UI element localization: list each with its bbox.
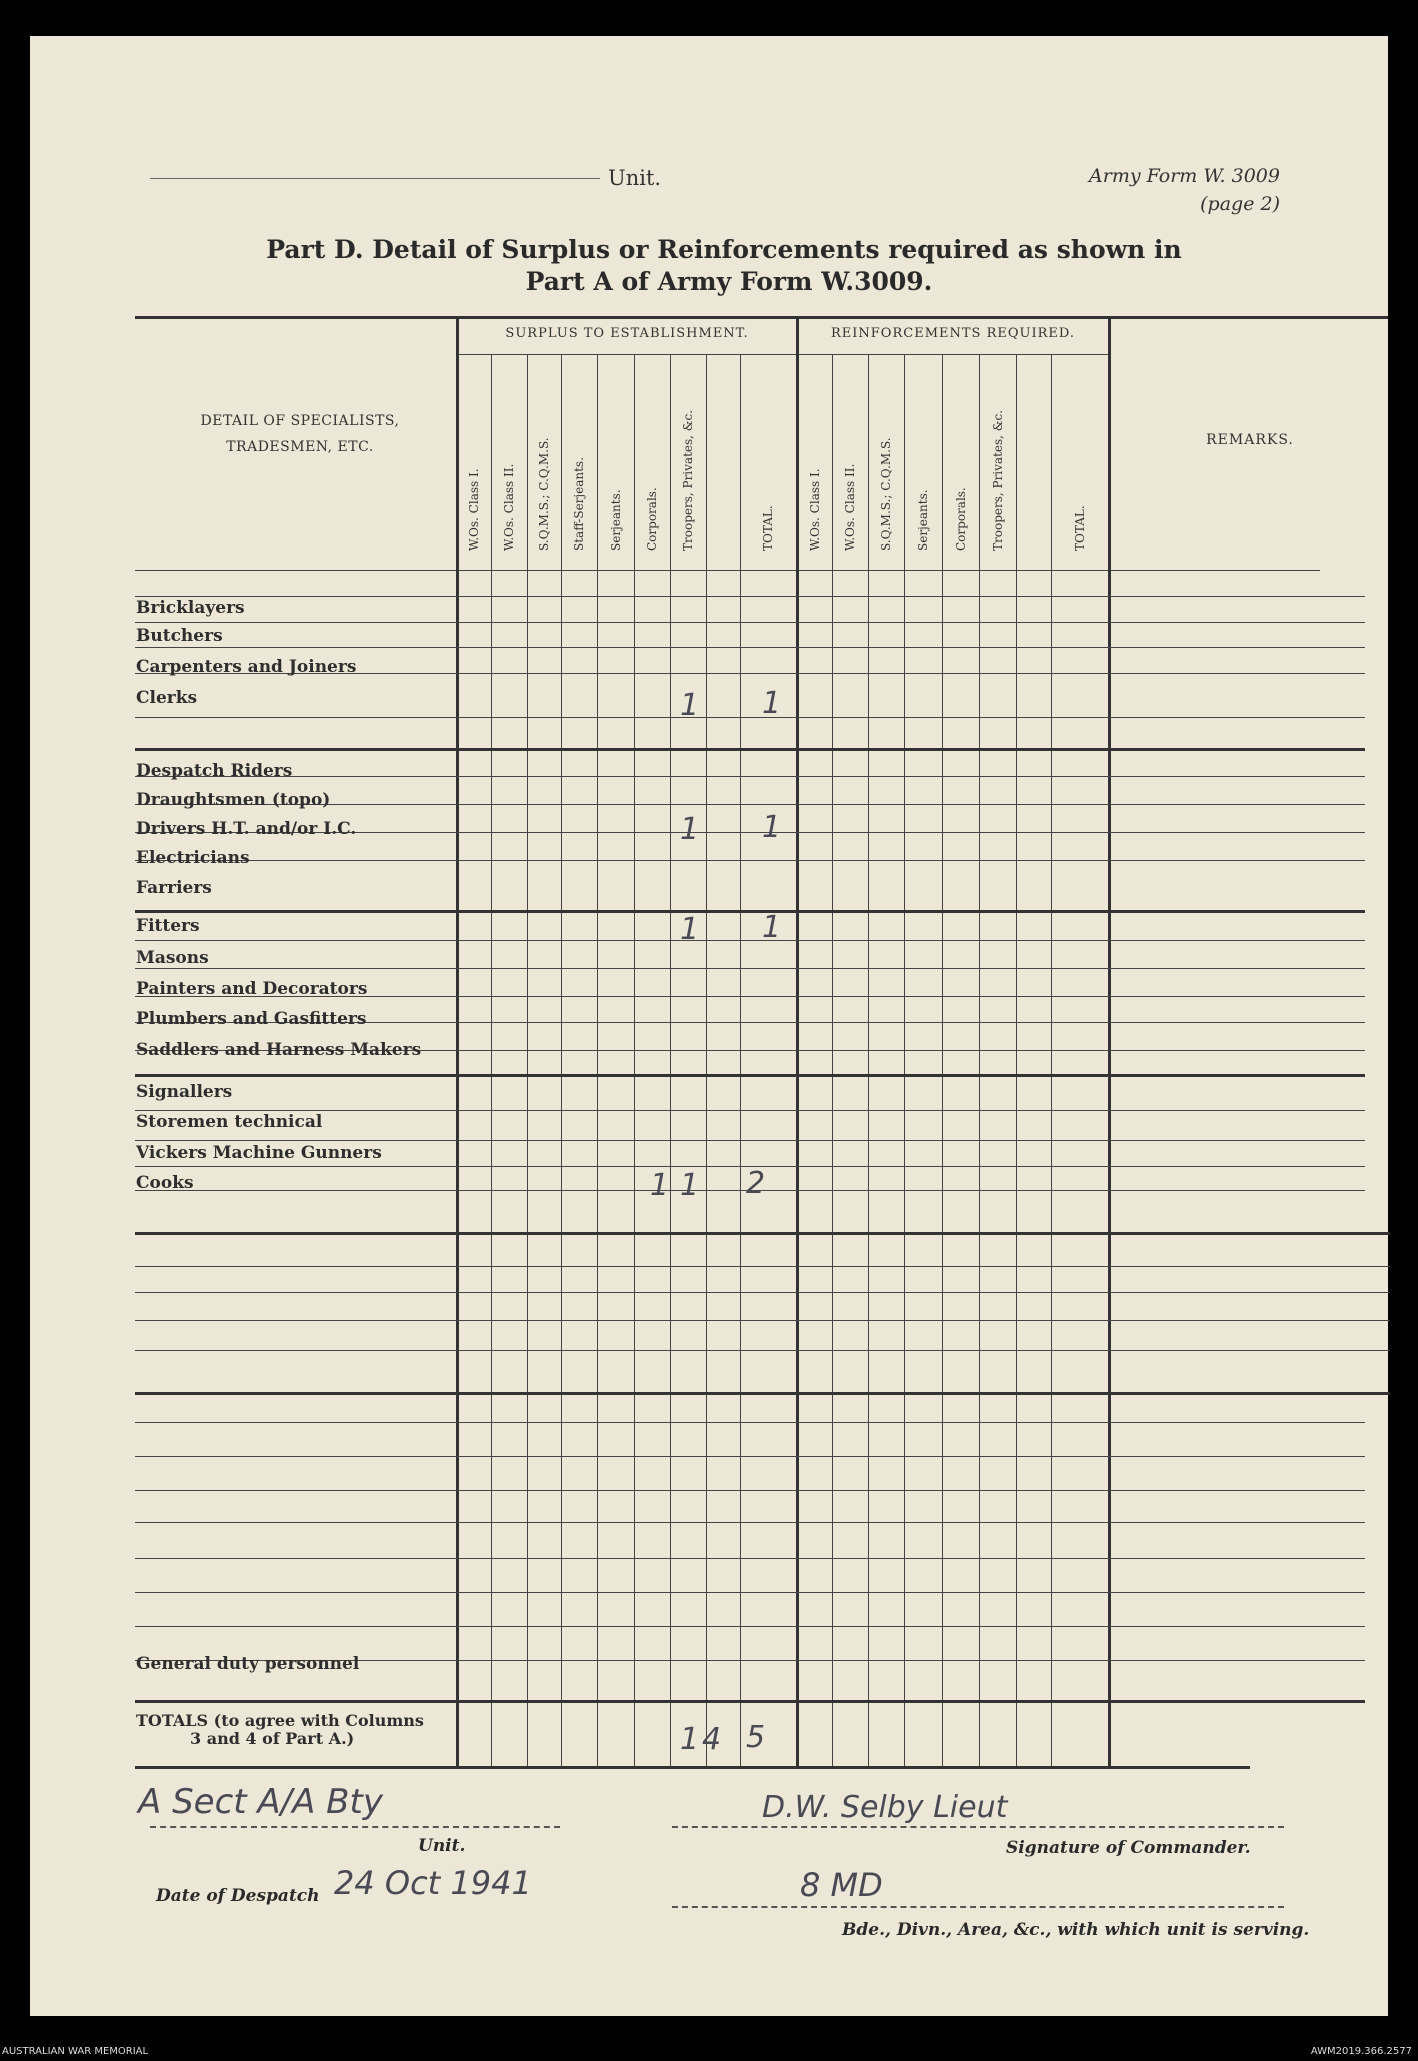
date-caption: Date of Despatch [156,1886,320,1906]
column-rule [561,354,562,1766]
detail-header-line-2: TRADESMEN, ETC. [226,439,374,455]
reinforcement-column-header [798,355,832,565]
surplus-column-header [491,355,527,565]
row-label-drivers-h-t-and-or-i-c-: Drivers H.T. and/or I.C. [136,819,357,839]
surplus-column-label: TOTAL. [761,505,775,551]
page-title [0,234,1418,298]
row-label-storemen-technical: Storemen technical [136,1112,323,1132]
surplus-column-header [561,355,597,565]
surplus-column-label: S.Q.M.S.; C.Q.M.S. [537,437,551,551]
column-rule [979,354,980,1766]
row-rule [135,596,1365,597]
fitters-total-entry: 1 [762,910,782,945]
surplus-column-header [670,355,706,565]
totals-troopers-entry: 1 [680,1722,700,1757]
army-form-number: Army Form W. 3009 [1089,165,1280,187]
row-rule [135,1626,1365,1627]
reinforcement-column-label: W.Os. Class II. [843,463,857,551]
reinforcement-column-header [832,355,868,565]
column-rule [527,354,528,1766]
clerks-total-entry: 1 [762,686,782,721]
reinforcement-column-label: Serjeants. [916,489,930,551]
surplus-group-header: SURPLUS TO ESTABLISHMENT. [505,326,749,341]
column-rule [740,354,741,1766]
row-label-butchers: Butchers [136,626,223,646]
surplus-column-header [597,355,634,565]
row-rule [135,1392,1390,1395]
totals-line-1: TOTALS (to agree with Columns [136,1711,424,1730]
table-bottom-rule [135,1766,1250,1769]
row-label-painters-and-decorators: Painters and Decorators [136,979,368,999]
surplus-column-label: Serjeants. [608,489,623,551]
row-label-masons: Masons [136,948,209,968]
row-rule [135,1700,1365,1703]
header-bottom-rule [135,570,1320,571]
unit-handwritten: A Sect A/A Bty [138,1782,383,1822]
row-label-plumbers-and-gasfitters: Plumbers and Gasfitters [136,1009,367,1029]
row-rule [135,1350,1390,1351]
drivers-troopers-entry: 1 [680,812,700,847]
column-rule [942,354,943,1766]
row-label-cooks: Cooks [136,1173,194,1193]
row-rule [135,1074,1365,1077]
row-rule [135,1422,1365,1423]
reinforcement-column-header [904,355,942,565]
date-handwritten: 24 Oct 1941 [334,1864,532,1902]
row-rule [135,1110,1365,1111]
bde-line [672,1906,1284,1908]
unit-caption: Unit. [418,1836,466,1856]
row-rule [135,860,1365,861]
row-rule [135,1232,1390,1235]
bde-caption: Bde., Divn., Area, &c., with which unit is serving. [842,1920,1310,1940]
totals-row-label [136,1712,424,1748]
surplus-column-label: W.Os. Class II. [502,463,516,551]
reinforcement-column-header [868,355,904,565]
row-rule [135,776,1365,777]
reinforcement-column-label: Corporals. [953,487,968,551]
row-label-clerks: Clerks [136,688,198,708]
reinforcement-column-label: Troopers, Privates, &c. [990,409,1005,551]
reinforcement-column-header [979,355,1016,565]
row-rule [135,647,1365,648]
surplus-column-header [740,355,796,565]
commander-signature: D.W. Selby Lieut [762,1790,1008,1825]
surplus-column-header [456,355,491,565]
row-rule [135,1490,1365,1491]
commander-signature-line [672,1826,1284,1828]
column-rule [670,354,671,1766]
reinforcement-column-label: S.Q.M.S.; C.Q.M.S. [879,437,893,551]
detail-header-line-1: DETAIL OF SPECIALISTS, [200,413,400,429]
column-rule [832,354,833,1766]
cooks-total-entry: 2 [746,1166,766,1201]
reinforcements-group-header: REINFORCEMENTS REQUIRED. [831,326,1075,341]
surplus-column-label: Corporals. [645,487,659,551]
row-label-signallers: Signallers [136,1082,233,1102]
row-label-fitters: Fitters [136,916,200,936]
column-rule [597,354,598,1766]
cooks-troopers-entry: 1 [680,1168,700,1203]
row-rule [135,717,1365,718]
row-rule [135,1522,1365,1523]
row-label-vickers-machine-gunners: Vickers Machine Gunners [136,1143,382,1163]
row-rule [135,968,1365,969]
row-rule [135,622,1365,623]
row-label-bricklayers: Bricklayers [136,598,245,618]
credit-right: AWM2019.366.2577 [1310,2046,1412,2057]
column-rule [1108,316,1111,1766]
row-label-farriers: Farriers [136,878,212,898]
row-rule [135,1558,1365,1559]
column-rule [868,354,869,1766]
row-rule [135,1320,1390,1321]
totals-line-2: 3 and 4 of Part A.) [190,1729,355,1748]
title-line-1: Part D. Detail of Surplus or Reinforcements required as shown in [266,235,1182,264]
unit-blank-line [150,178,600,179]
reinforcement-column-header [942,355,979,565]
totals-extra-entry: 4 [702,1722,722,1757]
reinforcement-column-label: W.Os. Class I. [808,468,822,551]
column-rule [634,354,635,1766]
remarks-header: REMARKS. [1206,432,1294,448]
row-label-general-duty-personnel: General duty personnel [136,1654,360,1674]
signature-caption: Signature of Commander. [1006,1838,1251,1858]
row-label-draughtsmen-topo-: Draughtsmen (topo) [136,790,331,810]
row-rule [135,1292,1390,1293]
army-form-page: (page 2) [1200,193,1280,215]
surplus-column-label: Troopers, Privates, &c. [681,409,695,551]
column-rule [706,354,707,1766]
unit-signature-line [150,1826,560,1828]
title-line-2: Part A of Army Form W.3009. [525,267,933,296]
row-label-despatch-riders: Despatch Riders [136,761,293,781]
surplus-column-header [527,355,561,565]
row-label-saddlers-and-harness-makers: Saddlers and Harness Makers [136,1040,422,1060]
clerks-troopers-entry: 1 [680,688,700,723]
detail-column-header [135,408,465,460]
table-top-rule [135,316,1388,319]
row-rule [135,748,1365,751]
bde-handwritten: 8 MD [800,1866,883,1904]
surplus-column-header [706,355,740,565]
column-rule [904,354,905,1766]
column-rule [1016,354,1017,1766]
fitters-troopers-entry: 1 [680,912,700,947]
reinforcement-column-label: TOTAL. [1072,505,1087,551]
row-label-carpenters-and-joiners: Carpenters and Joiners [136,657,357,677]
cooks-corporals-entry: 1 [650,1168,670,1203]
row-rule [135,910,1365,913]
row-rule [135,1456,1365,1457]
column-rule [1051,354,1052,1766]
row-rule [135,1266,1390,1267]
army-form-reference [1089,162,1280,218]
row-label-electricians: Electricians [136,848,250,868]
surplus-column-label: W.Os. Class I. [466,468,481,551]
surplus-column-label: Staff-Serjeants. [572,457,586,551]
row-rule [135,1140,1365,1141]
reinforcement-column-header [1016,355,1051,565]
credit-left: AUSTRALIAN WAR MEMORIAL [2,2046,149,2057]
column-rule [491,354,492,1766]
surplus-column-header [634,355,670,565]
row-rule [135,1592,1365,1593]
drivers-total-entry: 1 [762,810,782,845]
reinforcement-column-header [1051,355,1108,565]
unit-label: Unit. [608,166,662,190]
totals-total-entry: 5 [746,1720,766,1755]
row-rule [135,940,1365,941]
